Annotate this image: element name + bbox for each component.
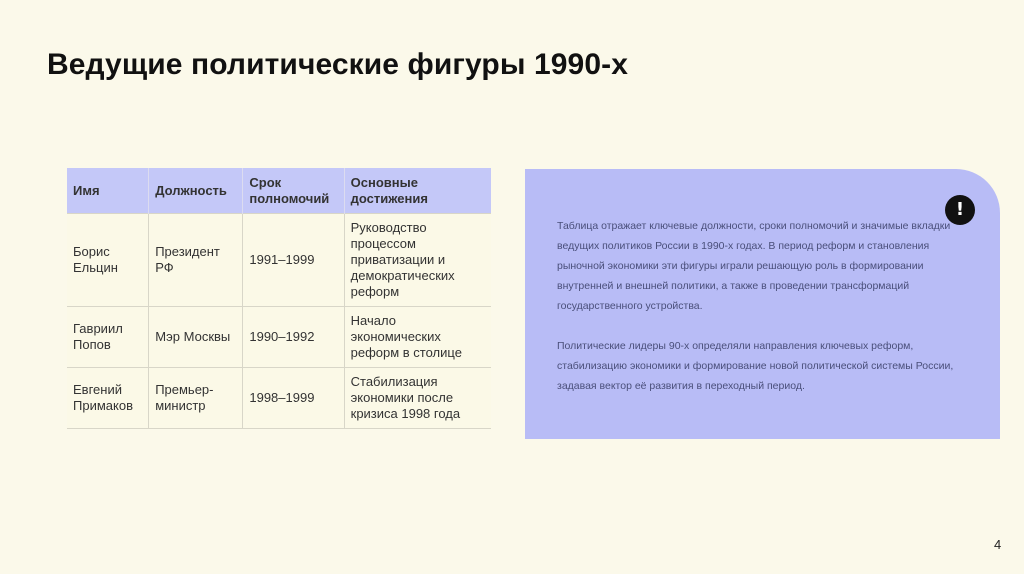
cell-name: Борис Ельцин [67,214,149,307]
note-paragraph: Таблица отражает ключевые должности, сроки полномочий и значимые вкладки ведущих политиков России в 1990-х годах. В период реформ и становления рыночной экономики эти фигуры играли решающую роль в формировании внутренней и внешней политики, а также в проведении трансформаций государственного устройства. [557,220,951,312]
cell-position: Премьер-министр [149,368,243,429]
cell-position: Президент РФ [149,214,243,307]
header-achievements: Основные достижения [344,168,491,214]
cell-achievements: Руководство процессом приватизации и демократических реформ [344,214,491,307]
page-title: Ведущие политические фигуры 1990-х [47,48,628,81]
header-term: Срок полномочий [243,168,344,214]
cell-term: 1991–1999 [243,214,344,307]
cell-term: 1990–1992 [243,307,344,368]
table-header-row [67,168,491,214]
note-card [525,169,1000,439]
cell-term: 1998–1999 [243,368,344,429]
table-row [67,307,491,368]
cell-position: Мэр Москвы [149,307,243,368]
page-number: 4 [994,537,1002,552]
note-paragraph: Политические лидеры 90-х определяли направления ключевых реформ, стабилизацию экономики и формирование новой политической системы России, задавая вектор её развития в переходный период. [557,340,954,392]
cell-achievements: Начало экономических реформ в столице [344,307,491,368]
table-row [67,214,491,307]
cell-achievements: Стабилизация экономики после кризиса 1998 года [344,368,491,429]
politicians-table [67,168,491,429]
exclamation-icon: ! [945,195,975,225]
header-name: Имя [67,168,149,214]
cell-name: Евгений Примаков [67,368,149,429]
header-position: Должность [149,168,243,214]
cell-name: Гавриил Попов [67,307,149,368]
table-row [67,368,491,429]
